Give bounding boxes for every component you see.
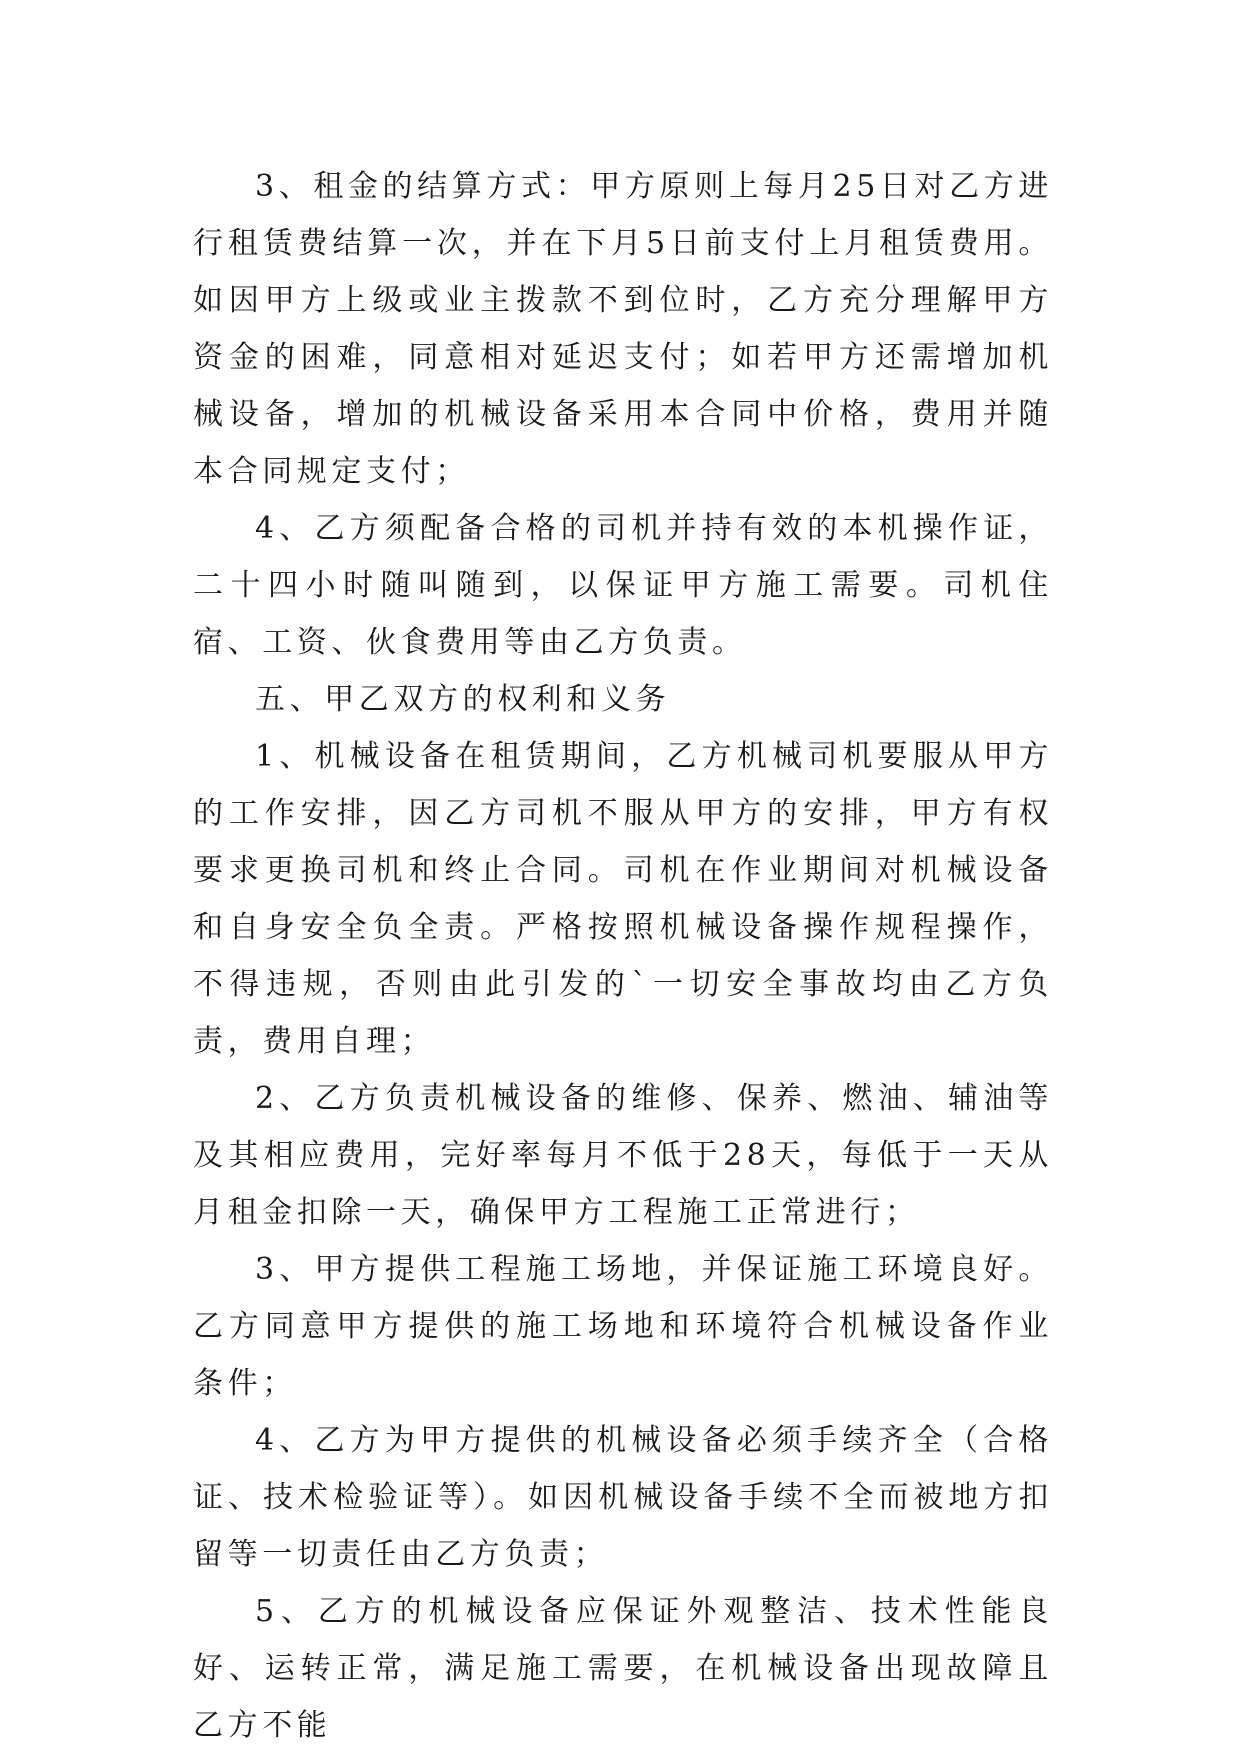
paragraph-equipment-documents: 4、乙方为甲方提供的机械设备必须手续齐全（合格证、技术检验证等）。如因机械设备手续不全而被地方扣留等一切责任由乙方负责； bbox=[193, 1423, 1053, 1572]
paragraph-driver-requirements: 4、乙方须配备合格的司机并持有效的本机操作证，二十四小时随叫随到，以保证甲方施工需要。司机住宿、工资、伙食费用等由乙方负责。 bbox=[193, 511, 1053, 660]
paragraph-work-arrangement: 1、机械设备在租赁期间，乙方机械司机要服从甲方的工作安排，因乙方司机不服从甲方的安排，甲方有权要求更换司机和终止合同。司机在作业期间对机械设备和自身安全负全责。严格按照机械设备操作规程操作，不得违规，否则由此引发的`一切安全事故均由乙方负责，费用自理； bbox=[193, 739, 1053, 1059]
paragraph-rent-settlement: 3、租金的结算方式：甲方原则上每月25日对乙方进行租赁费结算一次，并在下月5日前支付上月租赁费用。如因甲方上级或业主拨款不到位时，乙方充分理解甲方资金的困难，同意相对延迟支付；如若甲方还需增加机械设备，增加的机械设备采用本合同中价格，费用并随本合同规定支付； bbox=[193, 169, 1053, 489]
section-heading-rights-obligations: 五、甲乙双方的权利和义务 bbox=[255, 682, 671, 717]
paragraph-site-provision: 3、甲方提供工程施工场地，并保证施工环境良好。乙方同意甲方提供的施工场地和环境符合机械设备作业条件； bbox=[193, 1252, 1053, 1401]
paragraph-equipment-condition: 5、乙方的机械设备应保证外观整洁、技术性能良好、运转正常，满足施工需要，在机械设备出现故障且乙方不能 bbox=[193, 1594, 1053, 1743]
paragraph-maintenance: 2、乙方负责机械设备的维修、保养、燃油、辅油等及其相应费用，完好率每月不低于28天，每低于一天从月租金扣除一天，确保甲方工程施工正常进行； bbox=[193, 1081, 1053, 1230]
document-body bbox=[193, 158, 1053, 1754]
